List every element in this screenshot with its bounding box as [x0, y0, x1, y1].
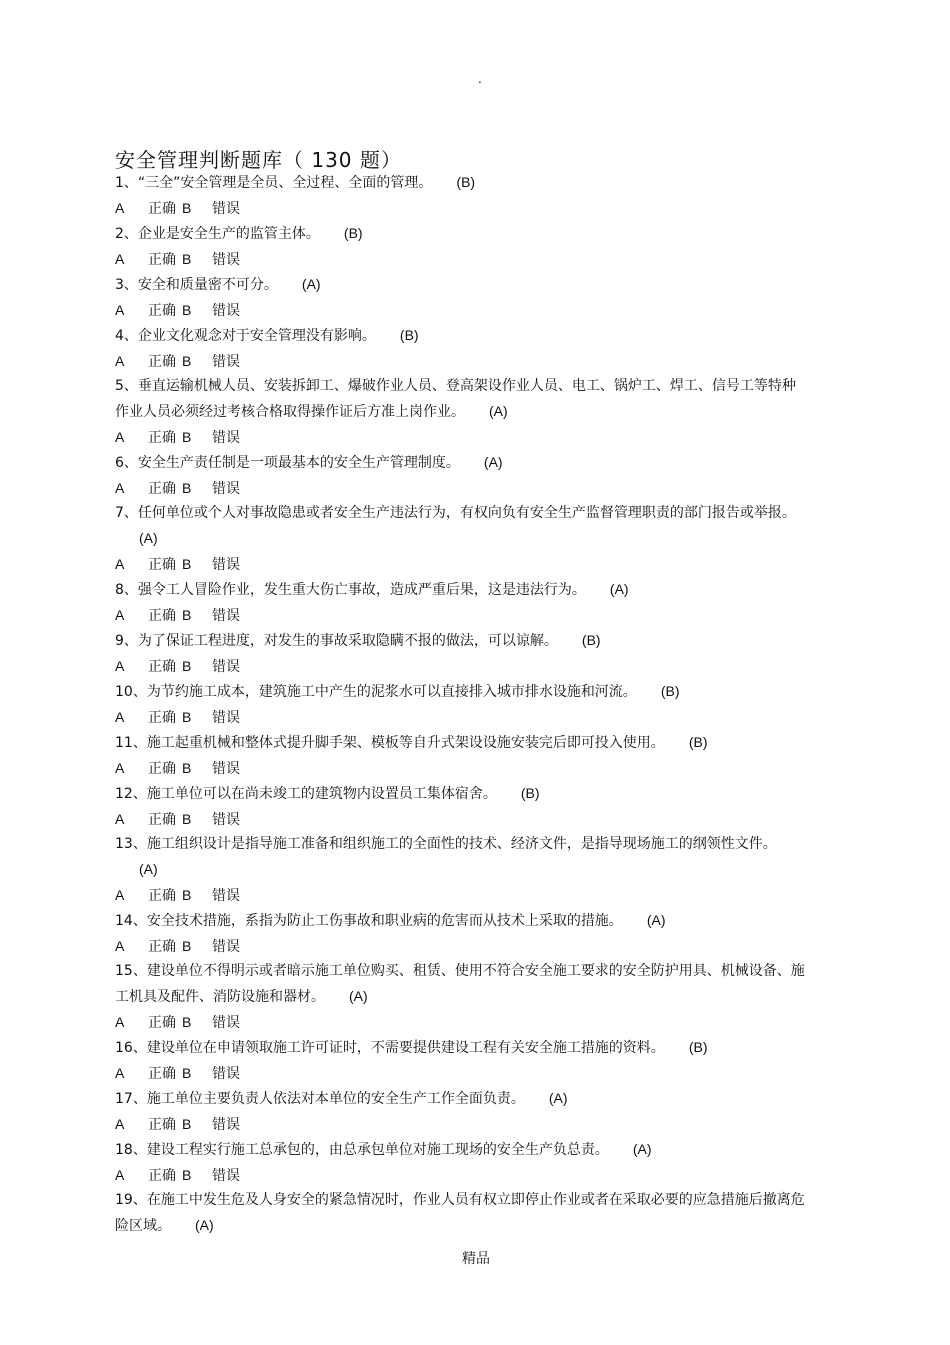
- question-text-line: [115, 323, 805, 349]
- question-text: 9、为了保证工程进度，对发生的事故采取隐瞒不报的做法，可以谅解。: [115, 633, 558, 649]
- option-b-text: 错误: [212, 201, 240, 217]
- question-item: [115, 1035, 805, 1086]
- option-b-text: 错误: [212, 557, 240, 573]
- question-text: 12、施工单位可以在尚未竣工的建筑物内设置员工集体宿舍。: [115, 786, 497, 802]
- option-b-letter: B: [182, 1014, 192, 1030]
- option-b-letter: B: [182, 251, 192, 267]
- option-b-text: 错误: [212, 939, 240, 955]
- option-a-text: 正确: [148, 354, 176, 370]
- question-item: [115, 730, 805, 781]
- question-item: [115, 959, 805, 1035]
- option-a-letter: A: [115, 1065, 125, 1081]
- option-a-letter: A: [115, 658, 125, 674]
- question-text: 19、在施工中发生危及人身安全的紧急情况时，作业人员有权立即停止作业或者在采取必要的应急措施后撤离危险区域。: [115, 1192, 805, 1234]
- answer-key: (A): [139, 861, 158, 877]
- option-a-letter: A: [115, 353, 125, 369]
- question-text: 11、施工起重机械和整体式提升脚手架、模板等自升式架设设施安装完后即可投入使用。: [115, 735, 665, 751]
- option-b-letter: B: [182, 607, 192, 623]
- question-text: 7、任何单位或个人对事故隐患或者安全生产违法行为，有权向负有安全生产监督管理职责的部门报告或举报。: [115, 505, 796, 521]
- options-row: [115, 1163, 805, 1188]
- options-row: [115, 883, 805, 908]
- answer-key: (B): [343, 225, 363, 241]
- question-text-line: [115, 628, 805, 654]
- option-a-letter: A: [115, 811, 125, 827]
- option-b-text: 错误: [212, 1168, 240, 1184]
- option-a-text: 正确: [148, 939, 176, 955]
- question-text-line: [115, 730, 805, 756]
- answer-key: (A): [195, 1217, 214, 1233]
- options-row: [115, 349, 805, 374]
- options-row: [115, 196, 805, 221]
- option-b-letter: B: [182, 302, 192, 318]
- options-row: [115, 705, 805, 730]
- option-a-letter: A: [115, 709, 125, 725]
- option-b-letter: B: [182, 938, 192, 954]
- page-title: 安全管理判断题库（ 130 题）: [115, 148, 402, 172]
- option-b-letter: B: [182, 1116, 192, 1132]
- option-a-letter: A: [115, 1014, 125, 1030]
- option-b-text: 错误: [212, 252, 240, 268]
- option-a-text: 正确: [148, 888, 176, 904]
- question-item: [115, 781, 805, 832]
- question-item: [115, 628, 805, 679]
- options-row: [115, 425, 805, 450]
- options-row: [115, 247, 805, 272]
- option-b-text: 错误: [212, 608, 240, 624]
- question-text-line: [115, 1086, 805, 1112]
- question-text-line: [115, 1188, 805, 1239]
- option-a-text: 正确: [148, 1066, 176, 1082]
- answer-key: (B): [456, 174, 476, 190]
- option-a-text: 正确: [148, 252, 176, 268]
- question-item: [115, 272, 805, 323]
- answer-key: (A): [632, 1141, 652, 1157]
- options-row: [115, 807, 805, 832]
- question-text: 8、强令工人冒险作业，发生重大伤亡事故，造成严重后果，这是违法行为。: [115, 582, 586, 598]
- option-a-text: 正确: [148, 812, 176, 828]
- option-a-letter: A: [115, 887, 125, 903]
- options-row: [115, 934, 805, 959]
- question-text-line: [115, 374, 805, 425]
- option-b-text: 错误: [212, 481, 240, 497]
- question-text-line: [115, 679, 805, 705]
- option-b-text: 错误: [212, 888, 240, 904]
- option-a-text: 正确: [148, 481, 176, 497]
- question-item: [115, 374, 805, 450]
- answer-key: (A): [548, 1090, 568, 1106]
- answer-key: (A): [349, 988, 368, 1004]
- option-a-text: 正确: [148, 1015, 176, 1031]
- question-text-line: [115, 832, 805, 883]
- question-item: [115, 679, 805, 730]
- question-text-line: [115, 959, 805, 1010]
- answer-key: (A): [301, 276, 321, 292]
- answer-key: (B): [581, 632, 601, 648]
- question-text-line: [115, 450, 805, 476]
- option-b-letter: B: [182, 353, 192, 369]
- question-text: 6、安全生产责任制是一项最基本的安全生产管理制度。: [115, 455, 460, 471]
- option-b-letter: B: [182, 556, 192, 572]
- question-text: 5、垂直运输机械人员、安装拆卸工、爆破作业人员、登高架设作业人员、电工、锅炉工、焊工、信号工等特种作业人员必须经过考核合格取得操作证后方准上岗作业。: [115, 378, 796, 420]
- question-text-line: [115, 1137, 805, 1163]
- option-b-text: 错误: [212, 1066, 240, 1082]
- question-text: 2、企业是安全生产的监管主体。: [115, 226, 320, 242]
- answer-key: (B): [520, 785, 540, 801]
- option-a-letter: A: [115, 429, 125, 445]
- option-b-letter: B: [182, 1065, 192, 1081]
- footer-label: 精品: [462, 1251, 490, 1267]
- question-text: 3、安全和质量密不可分。: [115, 277, 278, 293]
- options-row: [115, 476, 805, 501]
- options-row: [115, 603, 805, 628]
- question-item: [115, 1086, 805, 1137]
- options-row: [115, 654, 805, 679]
- answer-key: (A): [139, 530, 158, 546]
- question-item: [115, 501, 805, 577]
- option-a-letter: A: [115, 1116, 125, 1132]
- question-list: [115, 170, 805, 1239]
- option-a-letter: A: [115, 251, 125, 267]
- question-item: [115, 577, 805, 628]
- options-row: [115, 1112, 805, 1137]
- option-a-text: 正确: [148, 710, 176, 726]
- question-item: [115, 908, 805, 959]
- question-item: [115, 170, 805, 221]
- option-a-letter: A: [115, 480, 125, 496]
- question-text-line: [115, 1035, 805, 1061]
- options-row: [115, 1010, 805, 1035]
- question-text: 16、建设单位在申请领取施工许可证时，不需要提供建设工程有关安全施工措施的资料。: [115, 1040, 665, 1056]
- question-text: 13、施工组织设计是指导施工准备和组织施工的全面性的技术、经济文件，是指导现场施工的纲领性文件。: [115, 836, 777, 852]
- option-a-text: 正确: [148, 201, 176, 217]
- option-a-letter: A: [115, 200, 125, 216]
- question-item: [115, 832, 805, 908]
- option-a-text: 正确: [148, 608, 176, 624]
- option-a-letter: A: [115, 1167, 125, 1183]
- option-a-text: 正确: [148, 659, 176, 675]
- option-a-text: 正确: [148, 1117, 176, 1133]
- option-b-text: 错误: [212, 1117, 240, 1133]
- option-a-text: 正确: [148, 761, 176, 777]
- option-a-letter: A: [115, 760, 125, 776]
- option-b-text: 错误: [212, 812, 240, 828]
- option-a-text: 正确: [148, 430, 176, 446]
- question-text-line: [115, 272, 805, 298]
- question-text-line: [115, 221, 805, 247]
- header-dot: .: [478, 72, 482, 86]
- option-b-letter: B: [182, 200, 192, 216]
- answer-key: (A): [489, 403, 508, 419]
- question-text-line: [115, 908, 805, 934]
- option-b-letter: B: [182, 887, 192, 903]
- question-text-line: [115, 170, 805, 196]
- question-text-line: [115, 577, 805, 603]
- option-b-letter: B: [182, 658, 192, 674]
- question-text-line: [115, 781, 805, 807]
- question-item: [115, 323, 805, 374]
- answer-key: (B): [660, 683, 680, 699]
- option-b-text: 错误: [212, 761, 240, 777]
- question-text: 14、安全技术措施，系指为防止工伤事故和职业病的危害而从技术上采取的措施。: [115, 913, 623, 929]
- option-b-text: 错误: [212, 430, 240, 446]
- option-a-letter: A: [115, 556, 125, 572]
- option-b-text: 错误: [212, 1015, 240, 1031]
- options-row: [115, 552, 805, 577]
- option-b-letter: B: [182, 480, 192, 496]
- question-text: 4、企业文化观念对于安全管理没有影响。: [115, 328, 376, 344]
- options-row: [115, 1061, 805, 1086]
- answer-key: (A): [646, 912, 666, 928]
- option-b-letter: B: [182, 760, 192, 776]
- option-a-letter: A: [115, 302, 125, 318]
- answer-key: (B): [688, 1039, 708, 1055]
- question-item: [115, 1137, 805, 1188]
- answer-key: (A): [483, 454, 503, 470]
- options-row: [115, 756, 805, 781]
- option-b-text: 错误: [212, 303, 240, 319]
- question-text: 17、施工单位主要负责人依法对本单位的安全生产工作全面负责。: [115, 1091, 525, 1107]
- option-a-letter: A: [115, 607, 125, 623]
- question-item: [115, 1188, 805, 1239]
- question-item: [115, 450, 805, 501]
- option-b-letter: B: [182, 1167, 192, 1183]
- question-text: 1、“三全”安全管理是全员、全过程、全面的管理。: [115, 175, 433, 191]
- option-a-text: 正确: [148, 303, 176, 319]
- option-a-text: 正确: [148, 1168, 176, 1184]
- option-a-letter: A: [115, 938, 125, 954]
- option-b-letter: B: [182, 429, 192, 445]
- option-b-text: 错误: [212, 710, 240, 726]
- option-b-letter: B: [182, 811, 192, 827]
- option-a-text: 正确: [148, 557, 176, 573]
- options-row: [115, 298, 805, 323]
- answer-key: (B): [399, 327, 419, 343]
- option-b-letter: B: [182, 709, 192, 725]
- option-b-text: 错误: [212, 354, 240, 370]
- question-text: 18、建设工程实行施工总承包的，由总承包单位对施工现场的安全生产负总责。: [115, 1142, 609, 1158]
- question-item: [115, 221, 805, 272]
- answer-key: (B): [688, 734, 708, 750]
- question-text-line: [115, 501, 805, 552]
- question-text: 10、为节约施工成本，建筑施工中产生的泥浆水可以直接排入城市排水设施和河流。: [115, 684, 637, 700]
- option-b-text: 错误: [212, 659, 240, 675]
- answer-key: (A): [609, 581, 629, 597]
- question-text: 15、建设单位不得明示或者暗示施工单位购买、租赁、使用不符合安全施工要求的安全防护用具、机械设备、施工机具及配件、消防设施和器材。: [115, 963, 805, 1005]
